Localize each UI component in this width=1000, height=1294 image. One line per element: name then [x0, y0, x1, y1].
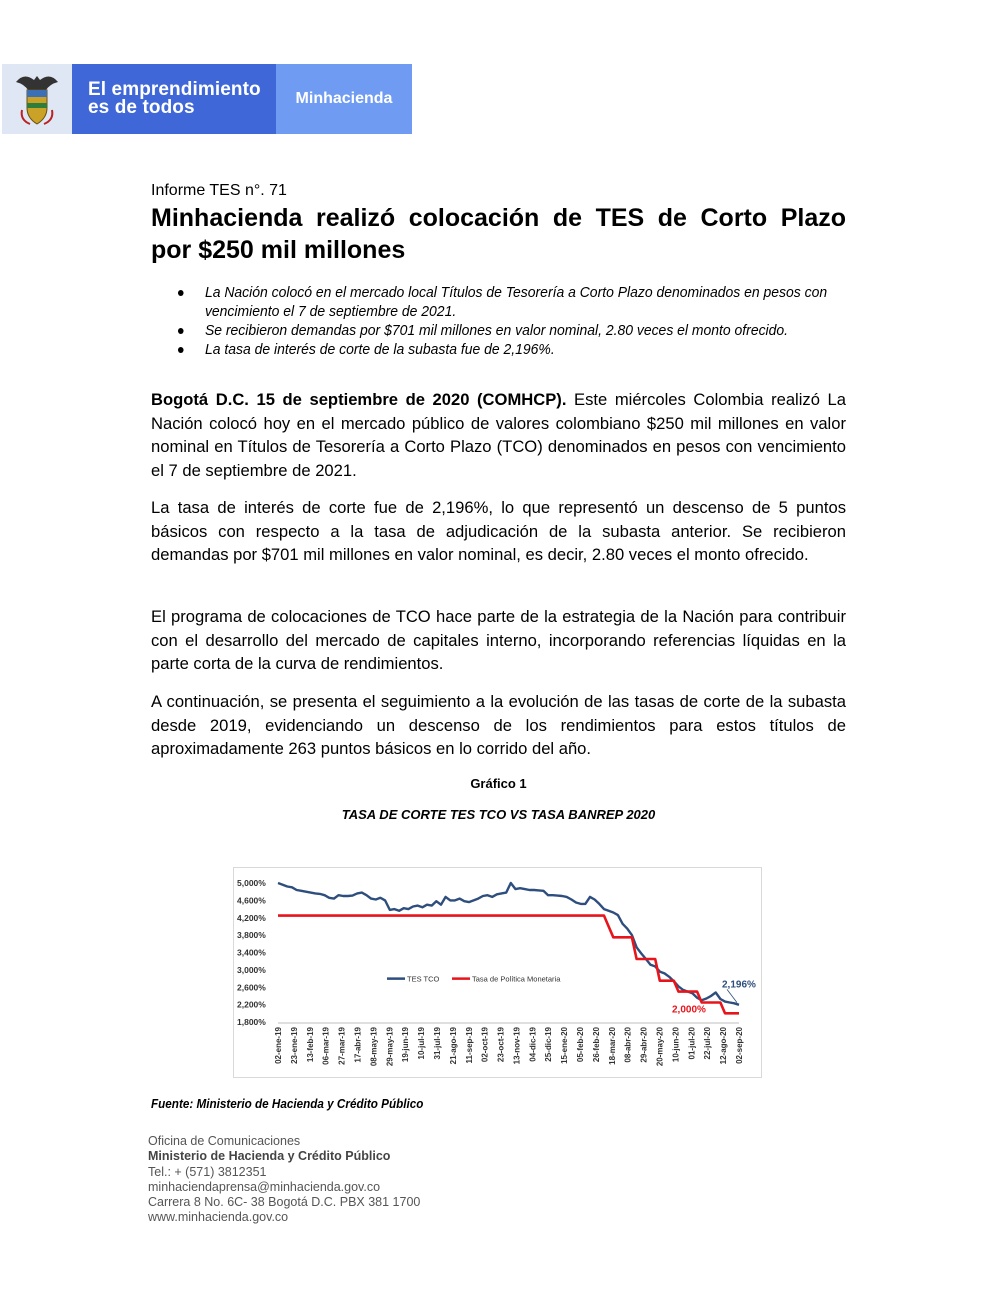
header-banner	[2, 64, 412, 134]
annotation-tasa-politica: 2,000%	[672, 1004, 706, 1016]
bullet-text: La Nación colocó en el mercado local Títulos de Tesorería a Corto Plazo denominados en pesos con vencimiento el 7 de septiembre de 2021.	[204, 284, 828, 320]
x-tick-label: 02-oct-19	[480, 1027, 490, 1063]
report-number: Informe TES n°. 71	[151, 182, 287, 199]
x-tick-label: 06-mar-19	[321, 1027, 331, 1065]
coat-of-arms-icon	[12, 70, 62, 128]
y-tick-label: 3,400%	[237, 947, 266, 958]
summary-bullets	[151, 283, 846, 359]
x-tick-label: 02-sep-20	[735, 1027, 744, 1064]
y-tick-label: 3,800%	[237, 930, 266, 941]
x-tick-label: 19-jun-19	[401, 1027, 411, 1063]
x-tick-label: 12-ago-20	[719, 1027, 729, 1065]
x-tick-label: 29-abr-20	[639, 1027, 649, 1063]
chart-source: Fuente: Ministerio de Hacienda y Crédito Público	[151, 1096, 424, 1111]
footer-contact	[148, 1134, 420, 1226]
paragraph-program: El programa de colocaciones de TCO hace parte de la estrategia de la Nación para contribuir con el desarrollo del mercado de capitales interno, incorporando referencias líquidas en la parte corta de la curva de rendimientos.	[151, 607, 846, 673]
legend-label-tasa-politica: Tasa de Política Monetaria	[472, 974, 561, 984]
bullet-dot-icon	[178, 290, 184, 296]
x-tick-label: 31-jul-19	[432, 1027, 442, 1060]
banner-slogan: El emprendimiento es de todos	[88, 79, 261, 118]
bullet-item	[151, 321, 893, 340]
footer-office: Oficina de Comunicaciones	[148, 1134, 301, 1148]
x-tick-label: 25-dic-19	[544, 1027, 554, 1062]
legend-label-tes-tco: TES TCO	[407, 974, 440, 984]
x-tick-label: 05-feb-20	[576, 1027, 586, 1063]
x-tick-label: 04-dic-19	[528, 1027, 538, 1062]
x-tick-label: 10-jun-20	[671, 1027, 681, 1063]
chart-frame	[233, 867, 762, 1078]
shield-box	[2, 64, 72, 134]
y-tick-label: 3,000%	[237, 964, 266, 975]
chart-title: TASA DE CORTE TES TCO VS TASA BANREP 2020	[341, 807, 656, 822]
y-tick-label: 2,600%	[237, 982, 266, 993]
footer-address: Carrera 8 No. 6C- 38 Bogotá D.C. PBX 381 1700	[148, 1195, 421, 1210]
x-tick-label: 27-mar-19	[337, 1027, 347, 1065]
paragraph-rate: La tasa de interés de corte fue de 2,196%, lo que representó un descenso de 5 puntos básicos con respecto a la tasa de adjudicación de la subasta anterior. Se recibieron demandas por $701 mil millones en valor nominal, es decir, 2.80 veces el monto ofrecido.	[151, 498, 846, 564]
bullet-dot-icon	[178, 347, 184, 353]
bullet-text: Se recibieron demandas por $701 mil millones en valor nominal, 2.80 veces el monto ofrecido.	[204, 322, 789, 339]
x-tick-label: 13-nov-19	[512, 1027, 522, 1065]
ministry-box	[276, 64, 412, 134]
y-tick-label: 4,200%	[237, 912, 266, 923]
paragraph-evolution: A continuación, se presenta el seguimiento a la evolución de las tasas de corte de la subasta desde 2019, evidenciando un descenso de los rendimientos para estos títulos de aproximadamente 263 puntos básicos en lo corrido del año.	[151, 692, 846, 758]
x-tick-label: 13-feb-19	[305, 1027, 315, 1063]
x-tick-label: 08-abr-20	[623, 1027, 633, 1063]
bullet-text: La tasa de interés de corte de la subasta fue de 2,196%.	[204, 341, 555, 358]
headline: Minhacienda realizó colocación de TES de Corto Plazo por $250 mil millones	[151, 204, 846, 264]
x-tick-label: 02-ene-19	[274, 1027, 283, 1064]
x-tick-label: 17-abr-19	[353, 1027, 363, 1063]
x-tick-label: 15-ene-20	[560, 1027, 570, 1064]
y-tick-label: 5,000%	[237, 878, 266, 888]
x-tick-label: 23-oct-19	[496, 1027, 506, 1063]
series-line-tasa-politica	[278, 916, 739, 1014]
x-tick-label: 23-ene-19	[289, 1027, 299, 1064]
footer-phone: Tel.: + (571) 3812351	[148, 1164, 267, 1179]
x-tick-label: 21-ago-19	[448, 1027, 458, 1065]
x-tick-label: 08-may-19	[369, 1027, 379, 1067]
slogan-box	[72, 64, 276, 134]
footer-email[interactable]: minhaciendaprensa@minhacienda.gov.co	[148, 1179, 381, 1194]
x-tick-label: 26-feb-20	[591, 1027, 601, 1063]
x-tick-label: 29-may-19	[385, 1027, 395, 1067]
footer-website[interactable]: www.minhacienda.gov.co	[148, 1210, 289, 1225]
bullet-dot-icon	[178, 328, 184, 334]
chart-number: Gráfico 1	[470, 776, 527, 791]
bullet-item	[151, 283, 893, 321]
x-tick-label: 10-jul-19	[417, 1027, 427, 1060]
line-chart	[234, 868, 763, 1079]
x-tick-label: 22-jul-20	[703, 1027, 713, 1060]
paragraph-intro	[151, 388, 846, 482]
annotation-tes-tco: 2,196%	[722, 979, 756, 991]
banner-ministry: Minhacienda	[295, 90, 393, 107]
annotation-leader-line	[727, 989, 737, 1002]
dateline: Bogotá D.C. 15 de septiembre de 2020 (COMHCP).	[151, 390, 567, 409]
y-tick-label: 1,800%	[237, 1017, 266, 1027]
footer-ministry: Ministerio de Hacienda y Crédito Público	[148, 1149, 391, 1164]
x-tick-label: 01-jul-20	[687, 1027, 697, 1060]
bullet-item	[151, 340, 893, 359]
x-tick-label: 18-mar-20	[607, 1027, 617, 1065]
series-line-tes-tco	[278, 883, 739, 1005]
x-tick-label: 20-may-20	[655, 1027, 665, 1067]
x-tick-label: 11-sep-19	[464, 1027, 474, 1064]
paragraph-intro-text: Este miércoles Colombia realizó La Nación colocó hoy en el mercado público de valores colombiano $250 mil millones en valor nominal en Títulos de Tesorería a Corto Plazo (TCO) denominados en pesos con vencimiento el 7 de septiembre de 2021.	[151, 390, 846, 480]
y-tick-label: 2,200%	[237, 999, 266, 1010]
y-tick-label: 4,600%	[237, 895, 266, 906]
